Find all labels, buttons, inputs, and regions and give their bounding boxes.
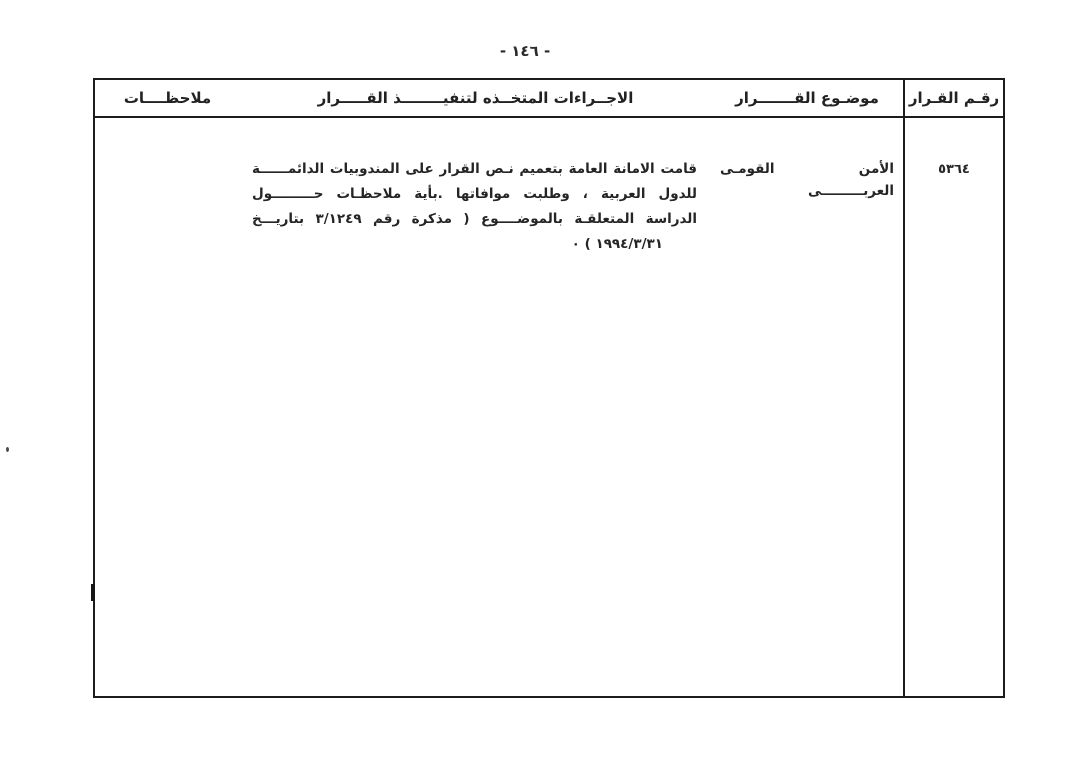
- column-decision-number: [903, 80, 1003, 696]
- column-procedures: [240, 80, 711, 696]
- procedure-line: قامت الامانة العامة بتعميم نـص القرار على المندوبيات الدائمــــــة: [252, 161, 697, 177]
- cell-decision-subject: الأمن القومـى العربـــــــــى: [720, 161, 894, 199]
- header-decision-number: رقـم القـرار: [905, 80, 1003, 118]
- header-procedures: الاجــراءات المتخــذه لتنفيــــــــذ القـــــرار: [240, 80, 711, 118]
- header-notes: ملاحظــــات: [95, 80, 240, 118]
- column-decision-subject: [711, 80, 903, 696]
- header-decision-subject: موضـوع القـــــــرار: [711, 80, 903, 118]
- scan-artifact-dot: [6, 447, 9, 452]
- procedure-line: ١٩٩٤/٣/٣١ ) ٠: [571, 236, 663, 252]
- page-number: - ١٤٦ -: [499, 42, 551, 60]
- scan-artifact-ink-blob: [91, 584, 95, 601]
- cell-procedures-text: [240, 118, 711, 696]
- procedure-line: للدول العربية ، وطلبت موافاتها .بأية ملاحظـات حـــــــــول: [252, 186, 697, 202]
- column-notes: [95, 80, 240, 696]
- decisions-table: [93, 78, 1005, 698]
- cell-notes: [95, 118, 240, 696]
- procedure-line: الدراسة المتعلقـة بالموضــــوع ( مذكرة رقم ٣/١٢٤٩ بتاريـــخ: [252, 211, 697, 227]
- cell-decision-number: ٥٣٦٤: [938, 162, 970, 177]
